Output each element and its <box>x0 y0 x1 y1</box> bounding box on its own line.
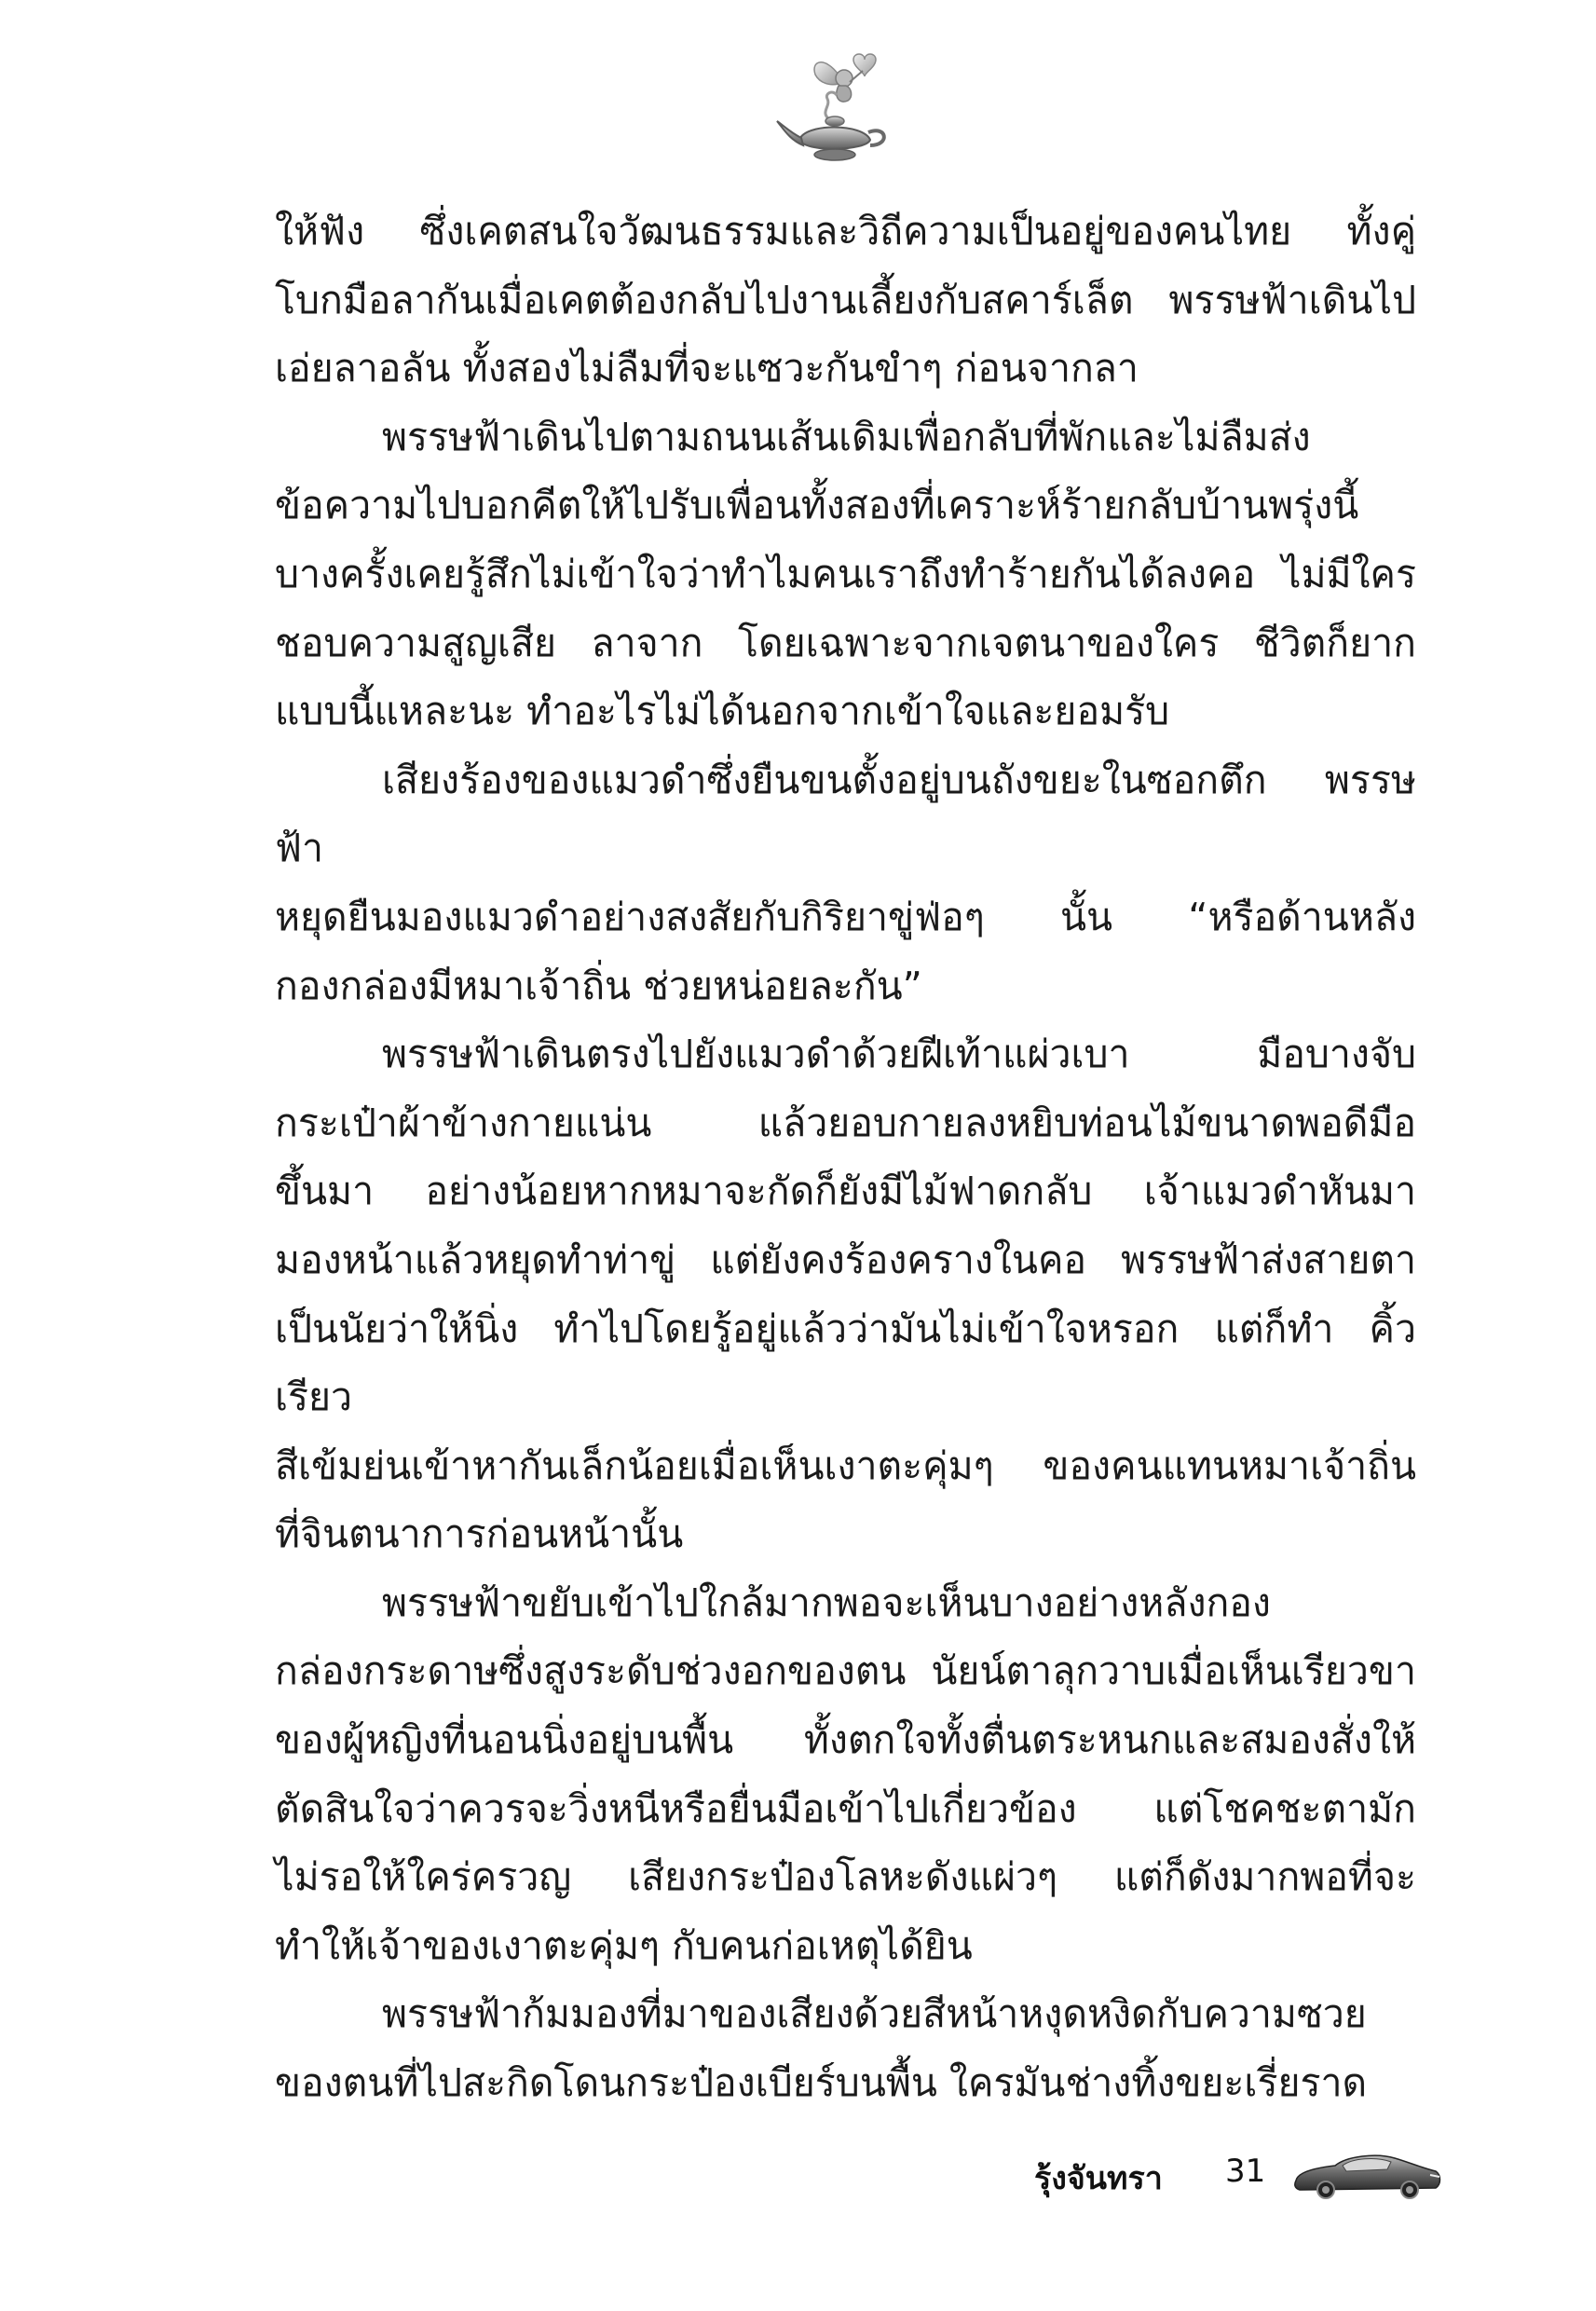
text-line: เป็นนัยว่าให้นิ่ง ทำไปโดยรู้อยู่แล้วว่ามันไม่เข้าใจหรอก แต่ก็ทำ คิ้วเรียว <box>275 1306 1416 1420</box>
text-line: ข้อความไปบอกคีตให้ไปรับเพื่อนทั้งสองที่เคราะห์ร้ายกลับบ้านพรุ่งนี้ <box>275 483 1359 528</box>
text-line: ทำให้เจ้าของเงาตะคุ่มๆ กับคนก่อเหตุได้ยิน <box>275 1922 973 1968</box>
car-icon <box>1290 2147 1444 2203</box>
text-line: สีเข้มย่นเข้าหากันเล็กน้อยเมื่อเห็นเงาตะคุ่มๆ ของคนแทนหมาเจ้าถิ่น <box>275 1443 1416 1488</box>
text-line: แบบนี้แหละนะ ทำอะไรไม่ได้นอกจากเข้าใจและยอมรับ <box>275 689 1170 734</box>
text-line: ขึ้นมา อย่างน้อยหากหมาจะกัดก็ยังมีไม้ฟาดกลับ เจ้าแมวดำหันมา <box>275 1169 1416 1214</box>
text-line: มองหน้าแล้วหยุดทำท่าขู่ แต่ยังคงร้องครางในคอ พรรษฟ้าส่งสายตา <box>275 1237 1416 1282</box>
page-footer <box>1034 2143 1444 2218</box>
text-line: พรรษฟ้าเดินไปตามถนนเส้นเดิมเพื่อกลับที่พักและไม่ลืมส่ง <box>382 414 1311 459</box>
book-title: รุ้งจันทรา <box>1034 2160 1163 2197</box>
text-line: พรรษฟ้าเดินตรงไปยังแมวดำด้วยฝีเท้าแผ่วเบา มือบางจับ <box>382 1032 1416 1077</box>
text-line: กระเป๋าผ้าข้างกายแน่น แล้วยอบกายลงหยิบท่อนไม้ขนาดพอดีมือ <box>275 1100 1416 1145</box>
body-text <box>275 198 1416 2118</box>
page-number: 31 <box>1225 2153 1266 2190</box>
text-line: ให้ฟัง ซึ่งเคตสนใจวัฒนธรรมและวิถีความเป็นอยู่ของคนไทย ทั้งคู่ <box>275 209 1416 253</box>
text-line: พรรษฟ้าขยับเข้าไปใกล้มากพอจะเห็นบางอย่างหลังกอง <box>382 1579 1271 1625</box>
text-line: ไม่รอให้ใคร่ครวญ เสียงกระป๋องโลหะดังแผ่วๆ แต่ก็ดังมากพอที่จะ <box>275 1854 1416 1900</box>
text-line: โบกมือลากันเมื่อเคตต้องกลับไปงานเลี้ยงกับสคาร์เล็ต พรรษฟ้าเดินไป <box>275 277 1416 322</box>
text-line: พรรษฟ้าก้มมองที่มาของเสียงด้วยสีหน้าหงุดหงิดกับความซวย <box>382 1991 1367 2037</box>
text-line: หยุดยืนมองแมวดำอย่างสงสัยกับกิริยาขู่ฟ่อๆ นั้น “หรือด้านหลัง <box>275 894 1416 939</box>
paragraph-3 <box>275 746 1416 1020</box>
text-line: ชอบความสูญเสีย ลาจาก โดยเฉพาะจากเจตนาของใคร ชีวิตก็ยาก <box>275 620 1416 665</box>
text-line: ตัดสินใจว่าควรจะวิ่งหนีหรือยื่นมือเข้าไปเกี่ยวข้อง แต่โชคชะตามัก <box>275 1785 1416 1831</box>
text-line: เอ่ยลาอลัน ทั้งสองไม่ลืมที่จะแซวะกันขำๆ ก่อนจากลา <box>275 346 1139 391</box>
text-line: กองกล่องมีหมาเจ้าถิ่น ช่วยหน่อยละกัน” <box>275 963 922 1008</box>
text-line: บางครั้งเคยรู้สึกไม่เข้าใจว่าทำไมคนเราถึงทำร้ายกันได้ลงคอ ไม่มีใคร <box>275 551 1416 596</box>
genie-lamp-icon <box>773 47 904 168</box>
paragraph-1 <box>275 198 1416 403</box>
text-line: เสียงร้องของแมวดำซึ่งยืนขนตั้งอยู่บนถังขยะในซอกตึก พรรษฟ้า <box>275 757 1416 871</box>
text-line: กล่องกระดาษซึ่งสูงระดับช่วงอกของตน นัยน์ตาลุกวาบเมื่อเห็นเรียวขา <box>275 1648 1416 1694</box>
text-line: ที่จินตนาการก่อนหน้านั้น <box>275 1511 684 1557</box>
text-line: ของผู้หญิงที่นอนนิ่งอยู่บนพื้น ทั้งตกใจทั้งตื่นตระหนกและสมองสั่งให้ <box>275 1717 1416 1763</box>
paragraph-5 <box>275 1569 1416 1981</box>
text-line: ของตนที่ไปสะกิดโดนกระป๋องเบียร์บนพื้น ใครมันช่างทิ้งขยะเรี่ยราด <box>275 2060 1368 2106</box>
paragraph-6 <box>275 1980 1416 2117</box>
paragraph-4 <box>275 1020 1416 1569</box>
paragraph-2 <box>275 403 1416 746</box>
